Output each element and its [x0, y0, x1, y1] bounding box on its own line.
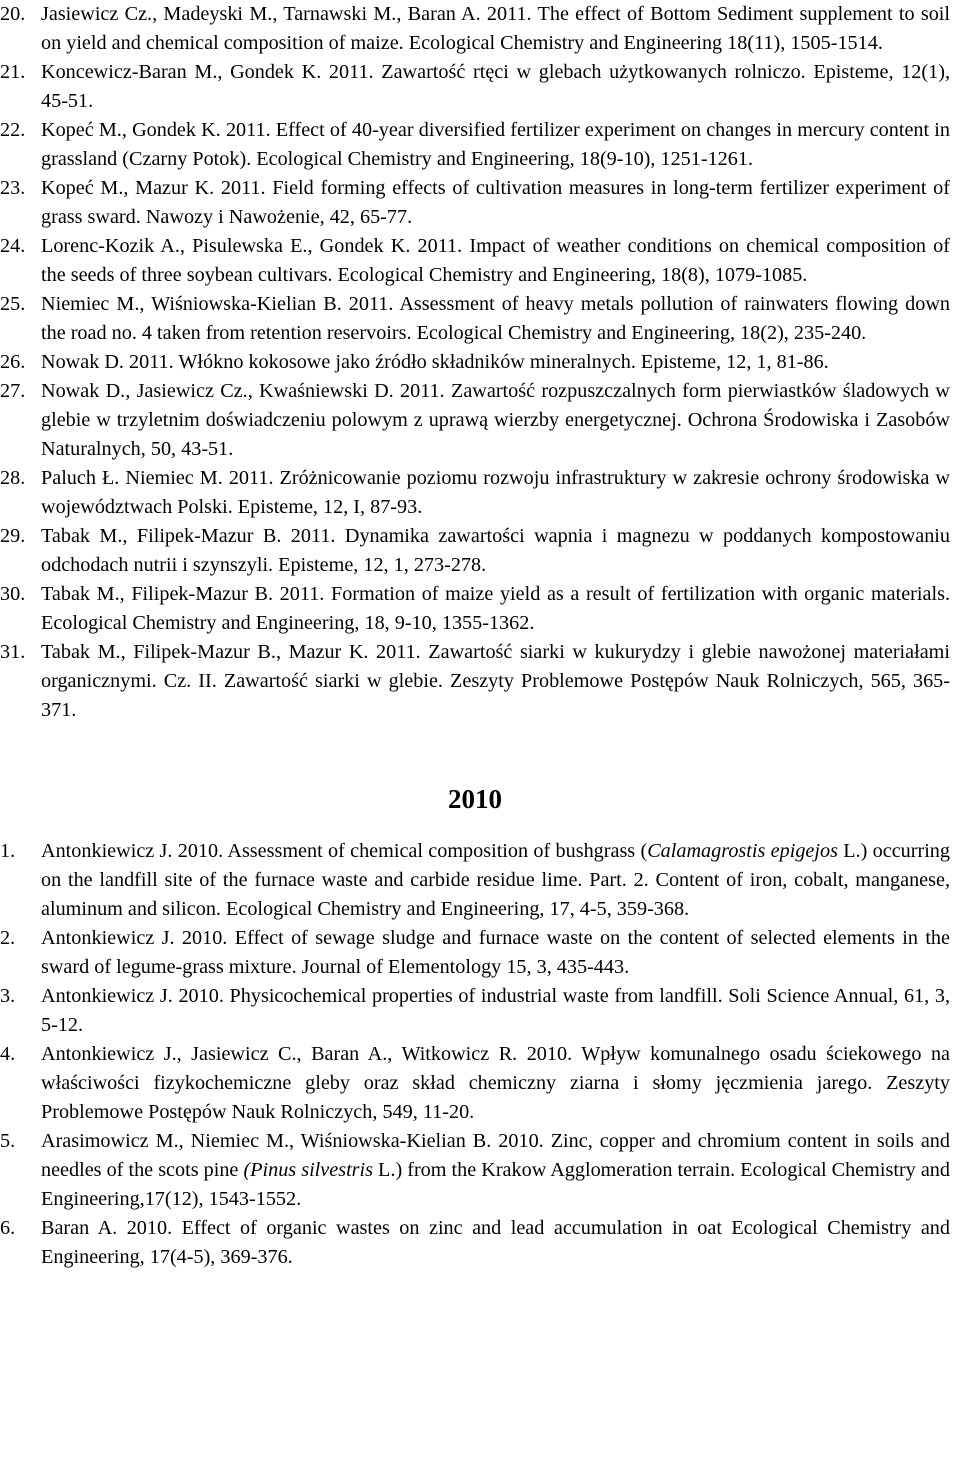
reference-item [0, 348, 950, 377]
reference-text: Jasiewicz Cz., Madeyski M., Tarnawski M., Baran A. 2011. The effect of Bottom Sediment supplement to soil on yield and chemical composition of maize. Ecological Chemistry and Engineering 18(11), 1505-1514. [41, 3, 950, 54]
reference-item [0, 1127, 950, 1214]
species-name-italic: (Pinus silvestris [243, 1159, 373, 1181]
reference-text-part: Antonkiewicz J. 2010. Assessment of chemical composition of bushgrass ( [41, 840, 648, 862]
reference-number: 26. [0, 351, 26, 373]
reference-number: 4. [0, 1043, 16, 1065]
reference-text: Niemiec M., Wiśniowska-Kielian B. 2011. Assessment of heavy metals pollution of rainwaters flowing down the road no. 4 taken from retention reservoirs. Ecological Chemistry and Engineering, 18(2), 235-240. [41, 293, 950, 344]
reference-text: Kopeć M., Gondek K. 2011. Effect of 40-year diversified fertilizer experiment on changes in mercury content in grassland (Czarny Potok). Ecological Chemistry and Engineering, 18(9-10), 1251-1261. [41, 119, 950, 170]
reference-item [0, 982, 950, 1040]
species-name-italic: Calamagrostis epigejos [647, 840, 838, 862]
reference-number: 21. [0, 61, 26, 83]
reference-number: 5. [0, 1130, 16, 1152]
reference-item [0, 837, 950, 924]
reference-text: Antonkiewicz J. 2010. Effect of sewage sludge and furnace waste on the content of selected elements in the sward of legume-grass mixture. Journal of Elementology 15, 3, 435-443. [41, 927, 950, 978]
reference-text-part: L.) from the Krakow Agglomeration terrain. Ecological Chemistry and Engineering,17(12), 1543-1552. [41, 1159, 950, 1210]
reference-item [0, 638, 950, 725]
reference-number: 20. [0, 3, 26, 25]
reference-number: 6. [0, 1217, 16, 1239]
reference-text [41, 837, 950, 924]
reference-number: 23. [0, 177, 26, 199]
reference-number: 31. [0, 641, 26, 663]
reference-text-part: L.) occurring on the landfill site of the furnace waste and carbide residue lime. Part. 2. Content of iron, cobalt, manganese, aluminum and silicon. Ecological Chemistry and Engineering, 17, 4-5, 359-368. [41, 840, 950, 920]
reference-number: 2. [0, 927, 16, 949]
reference-item [0, 377, 950, 464]
references-2011-list [0, 0, 950, 725]
reference-item [0, 0, 950, 58]
reference-text: Kopeć M., Mazur K. 2011. Field forming effects of cultivation measures in long-term fertilizer experiment of grass sward. Nawozy i Nawożenie, 42, 65-77. [41, 177, 950, 228]
reference-text: Tabak M., Filipek-Mazur B. 2011. Formation of maize yield as a result of fertilization with organic materials. Ecological Chemistry and Engineering, 18, 9-10, 1355-1362. [41, 583, 950, 634]
reference-item [0, 116, 950, 174]
reference-item [0, 580, 950, 638]
reference-item [0, 924, 950, 982]
reference-number: 24. [0, 235, 26, 257]
reference-item [0, 232, 950, 290]
reference-item [0, 464, 950, 522]
reference-item [0, 522, 950, 580]
reference-number: 22. [0, 119, 26, 141]
reference-item [0, 1040, 950, 1127]
reference-number: 25. [0, 293, 26, 315]
reference-text: Paluch Ł. Niemiec M. 2011. Zróżnicowanie poziomu rozwoju infrastruktury w zakresie ochrony środowiska w województwach Polski. Episteme, 12, I, 87-93. [41, 467, 950, 518]
reference-text: Nowak D. 2011. Włókno kokosowe jako źródło składników mineralnych. Episteme, 12, 1, 81-86. [41, 351, 829, 373]
references-2010-list [0, 837, 950, 1272]
reference-text: Baran A. 2010. Effect of organic wastes on zinc and lead accumulation in oat Ecological Chemistry and Engineering, 17(4-5), 369-376. [41, 1217, 950, 1268]
reference-item [0, 1214, 950, 1272]
reference-item [0, 174, 950, 232]
reference-text: Antonkiewicz J. 2010. Physicochemical properties of industrial waste from landfill. Soli Science Annual, 61, 3, 5-12. [41, 985, 950, 1036]
reference-text: Nowak D., Jasiewicz Cz., Kwaśniewski D. 2011. Zawartość rozpuszczalnych form pierwiastków śladowych w glebie w trzyletnim doświadczeniu polowym z uprawą wierzby energetycznej. Ochrona Środowiska i Zasobów Naturalnych, 50, 43-51. [41, 380, 950, 460]
reference-item [0, 58, 950, 116]
reference-number: 28. [0, 467, 26, 489]
reference-number: 1. [0, 840, 16, 862]
reference-text: Lorenc-Kozik A., Pisulewska E., Gondek K. 2011. Impact of weather conditions on chemical composition of the seeds of three soybean cultivars. Ecological Chemistry and Engineering, 18(8), 1079-1085. [41, 235, 950, 286]
reference-text: Tabak M., Filipek-Mazur B. 2011. Dynamika zawartości wapnia i magnezu w poddanych kompostowaniu odchodach nutrii i szynszyli. Episteme, 12, 1, 273-278. [41, 525, 950, 576]
reference-text-part: Arasimowicz M., Niemiec M., Wiśniowska-Kielian B. 2010. Zinc, copper and chromium content in soils and needles of the scots pine [41, 1130, 950, 1181]
reference-text: Koncewicz-Baran M., Gondek K. 2011. Zawartość rtęci w glebach użytkowanych rolniczo. Episteme, 12(1), 45-51. [41, 61, 950, 112]
reference-number: 27. [0, 380, 26, 402]
section-heading-year: 2010 [448, 784, 502, 814]
reference-number: 30. [0, 583, 26, 605]
reference-text: Antonkiewicz J., Jasiewicz C., Baran A., Witkowicz R. 2010. Wpływ komunalnego osadu ściekowego na właściwości fizykochemiczne gleby oraz skład chemiczny ziarna i słomy jęczmienia jarego. Zeszyty Problemowe Postępów Nauk Rolniczych, 549, 11-20. [41, 1043, 950, 1123]
reference-text: Tabak M., Filipek-Mazur B., Mazur K. 2011. Zawartość siarki w kukurydzy i glebie nawożonej materiałami organicznymi. Cz. II. Zawartość siarki w glebie. Zeszyty Problemowe Postępów Nauk Rolniczych, 565, 365-371. [41, 641, 950, 721]
reference-item [0, 290, 950, 348]
reference-number: 3. [0, 985, 16, 1007]
reference-text [41, 1127, 950, 1214]
reference-number: 29. [0, 525, 26, 547]
